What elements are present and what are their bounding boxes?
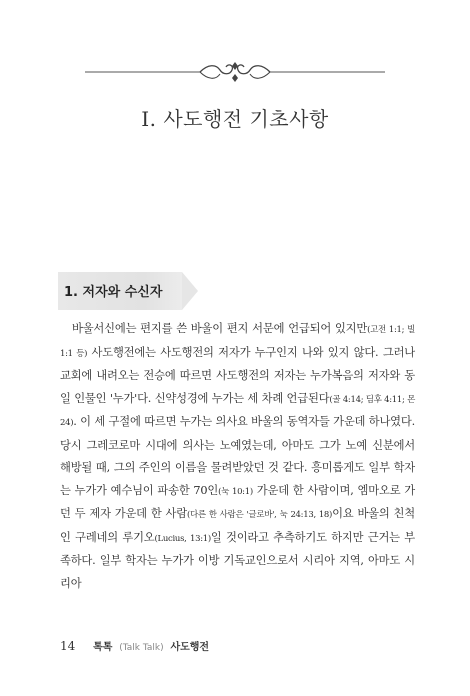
citation-reference: (다른 한 사람은 '글로바', 눅 24:13, 18)	[186, 510, 333, 520]
body-text-run: 바울서신에는 편지를 쓴 바울이 편지 서문에 언급되어 있지만	[72, 322, 368, 335]
body-text-run: . 이 세 구절에 따르면 누가는 의사요 바울의 동역자들 가운데 하나였다. 당시 그레코로마 시대에 의사는 노예였는데, 아마도 그가 노예 신분에서 해방될 때, 그의 주인의 이름을 물려받았던 것 같다. 흥미롭게도 일부 학자는 누가가 예수님이 파송한 70인	[60, 415, 415, 497]
page-footer	[60, 638, 209, 653]
body-text-run: 이요 바울의 친척인 구레네의 루기오	[60, 507, 415, 544]
citation-reference: (고전 1:1; 빌 1:1 등)	[60, 325, 415, 359]
chapter-title: Ⅰ. 사도행전 기초사항	[141, 107, 329, 131]
body-text	[60, 318, 415, 595]
body-paragraph	[60, 318, 415, 595]
series-brand: 톡톡	[93, 642, 113, 653]
book-title: 사도행전	[170, 642, 210, 653]
body-text-run: 가운데 한 사람이며, 엠마오로 가던 두 제자 가운데 한 사람	[60, 483, 416, 520]
citation-reference: (눅 10:1)	[218, 486, 253, 497]
body-text-run: 일 것이라고 추측하기도 하지만 근거는 부족하다. 일부 학자는 누가가 이방 기독교인으로서 시리아 지역, 아마도 시리아	[60, 530, 416, 590]
citation-reference: (Lucius, 13:1)	[154, 533, 211, 544]
citation-reference: (골 4:14; 딤후 4:11; 몬 24)	[60, 394, 415, 428]
ornament-divider	[0, 58, 470, 86]
section-title: 1. 저자와 수신자	[64, 285, 163, 300]
page-number: 14	[60, 639, 76, 653]
series-brand-sub: (Talk Talk)	[119, 643, 164, 653]
body-text-run: 사도행전에는 사도행전의 저자가 누구인지 나와 있지 않다. 그러나 교회에 내려오는 전승에 따르면 사도행전의 저자는 누가복음의 저자와 동일 인물인 '누가'다. 신약성경에 누가는 세 차례 언급된다	[60, 345, 415, 405]
